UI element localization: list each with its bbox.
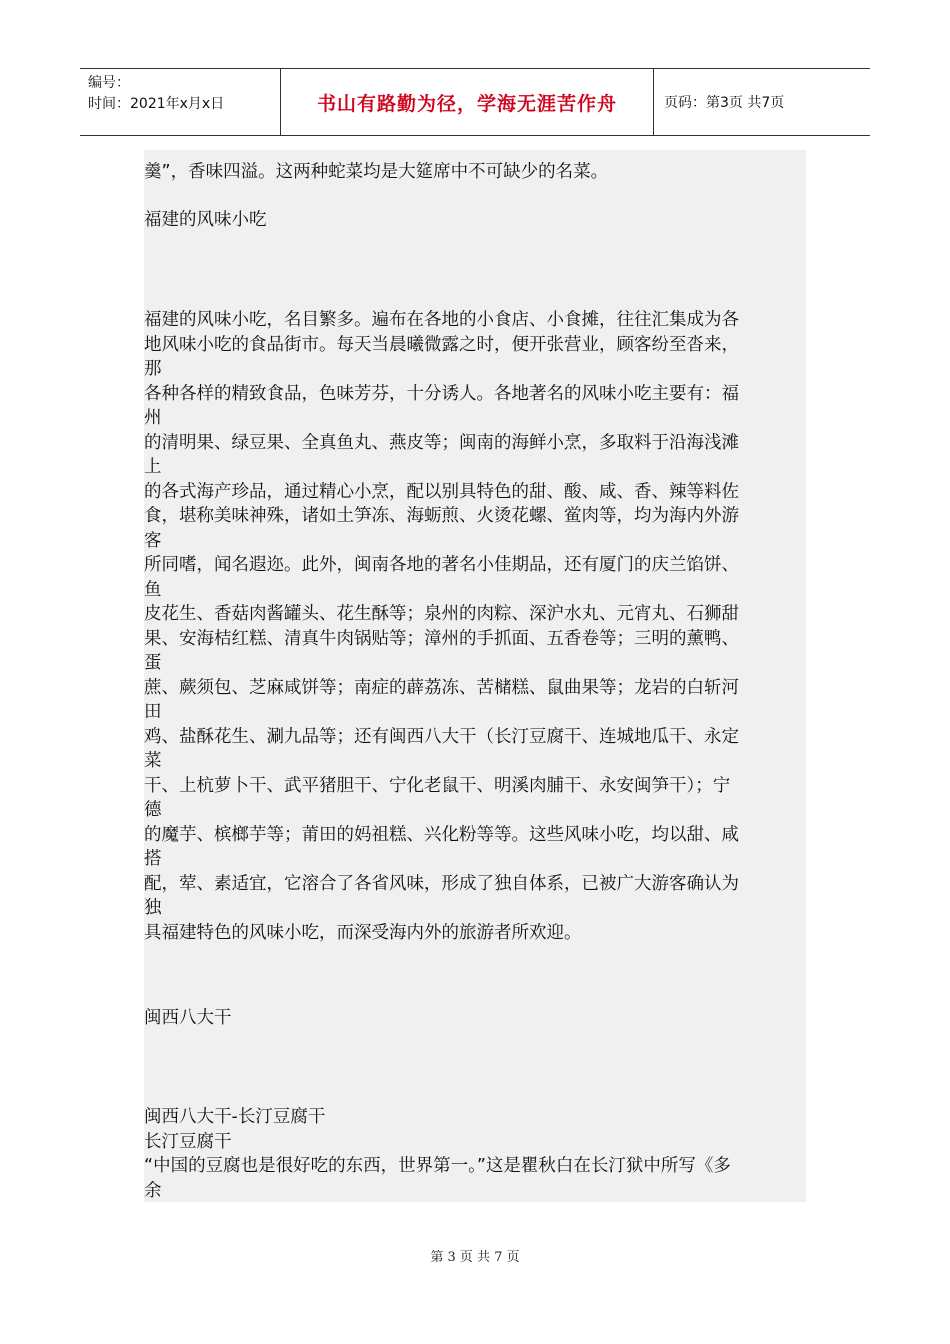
page-footer: 第 3 页 共 7 页 xyxy=(430,1250,520,1265)
text-line: 蛋 xyxy=(144,653,162,673)
text-line: 客 xyxy=(144,530,162,551)
section-title-minxi-dried-foods: 闽西八大干 xyxy=(144,1008,232,1028)
intro-line: 羹”，香味四溢。这两种蛇菜均是大筵席中不可缺少的名菜。 xyxy=(144,162,609,182)
page-header xyxy=(80,68,870,136)
text-line: 各种各样的精致食品，色味芳芬，十分诱人。各地著名的风味小吃主要有：福 xyxy=(144,383,739,404)
text-line: 的魔芋、槟榔芋等；莆田的妈祖糕、兴化粉等等。这些风味小吃，均以甜、咸 xyxy=(144,824,739,845)
text-line: 闽西八大干-长汀豆腐干 xyxy=(144,1107,326,1127)
text-line: 食，堪称美味神殊，诸如土笋冻、海蛎煎、火烫花螺、鲎肉等，均为海内外游 xyxy=(144,506,739,526)
text-line: 果、安海桔红糕、清真牛肉锅贴等；漳州的手抓面、五香卷等；三明的薰鸭、 xyxy=(144,628,739,649)
section-fujian-snacks-text xyxy=(144,308,739,945)
text-line: 鸡、盐酥花生、涮九品等；还有闽西八大干（长汀豆腐干、连城地瓜干、永定 xyxy=(144,726,739,747)
document-time: 时间：2021年x月x日 xyxy=(88,96,225,112)
header-page-code: 页码：第3页 共7页 xyxy=(664,95,785,111)
text-line: “中国的豆腐也是很好吃的东西，世界第一。”这是瞿秋白在长汀狱中所写《多 xyxy=(144,1156,731,1176)
text-line: 长汀豆腐干 xyxy=(144,1131,232,1152)
header-motto: 书山有路勤为径，学海无涯苦作舟 xyxy=(281,69,654,135)
text-line: 鱼 xyxy=(144,579,162,600)
text-line: 皮花生、香菇肉酱罐头、花生酥等；泉州的肉粽、深沪水丸、元宵丸、石狮甜 xyxy=(144,604,739,624)
text-line: 的清明果、绿豆果、全真鱼丸、燕皮等；闽南的海鲜小烹，多取料于沿海浅滩 xyxy=(144,432,739,453)
text-line: 上 xyxy=(144,457,162,477)
text-line: 田 xyxy=(144,702,162,722)
text-line: 搭 xyxy=(144,849,162,869)
text-line: 菜 xyxy=(144,751,162,771)
document-body xyxy=(144,150,806,1202)
text-line: 干、上杭萝卜干、武平猪胆干、宁化老鼠干、明溪肉脯干、永安闽笋干）；宁 xyxy=(144,775,731,796)
text-line: 州 xyxy=(144,408,162,428)
text-line: 的各式海产珍品，通过精心小烹，配以别具特色的甜、酸、咸、香、辣等料佐 xyxy=(144,481,739,502)
header-meta xyxy=(80,69,281,135)
text-line: 独 xyxy=(144,898,162,918)
text-line: 福建的风味小吃，名目繁多。遍布在各地的小食店、小食摊，往往汇集成为各 xyxy=(144,310,739,330)
text-line: 余 xyxy=(144,1180,162,1201)
text-line: 地风味小吃的食品街市。每天当晨曦微露之时，便开张营业，顾客纷至沓来， xyxy=(144,334,739,355)
text-line: 所同嗜，闻名遐迩。此外，闽南各地的著名小佳期品，还有厦门的庆兰馅饼、 xyxy=(144,555,739,575)
text-line: 配，荤、素适宜，它溶合了各省风味，形成了独自体系，已被广大游客确认为 xyxy=(144,873,739,894)
text-line: 那 xyxy=(144,359,162,379)
text-line: 具福建特色的风味小吃，而深受海内外的旅游者所欢迎。 xyxy=(144,922,582,943)
document-number: 编号： xyxy=(88,75,130,91)
section-minxi-text xyxy=(144,1105,731,1202)
section-title-fujian-snacks: 福建的风味小吃 xyxy=(144,210,267,230)
text-line: 蔗、蕨须包、芝麻咸饼等；南症的薜荔冻、苦槠糕、鼠曲果等；龙岩的白斩河 xyxy=(144,677,739,698)
text-line: 德 xyxy=(144,800,162,820)
